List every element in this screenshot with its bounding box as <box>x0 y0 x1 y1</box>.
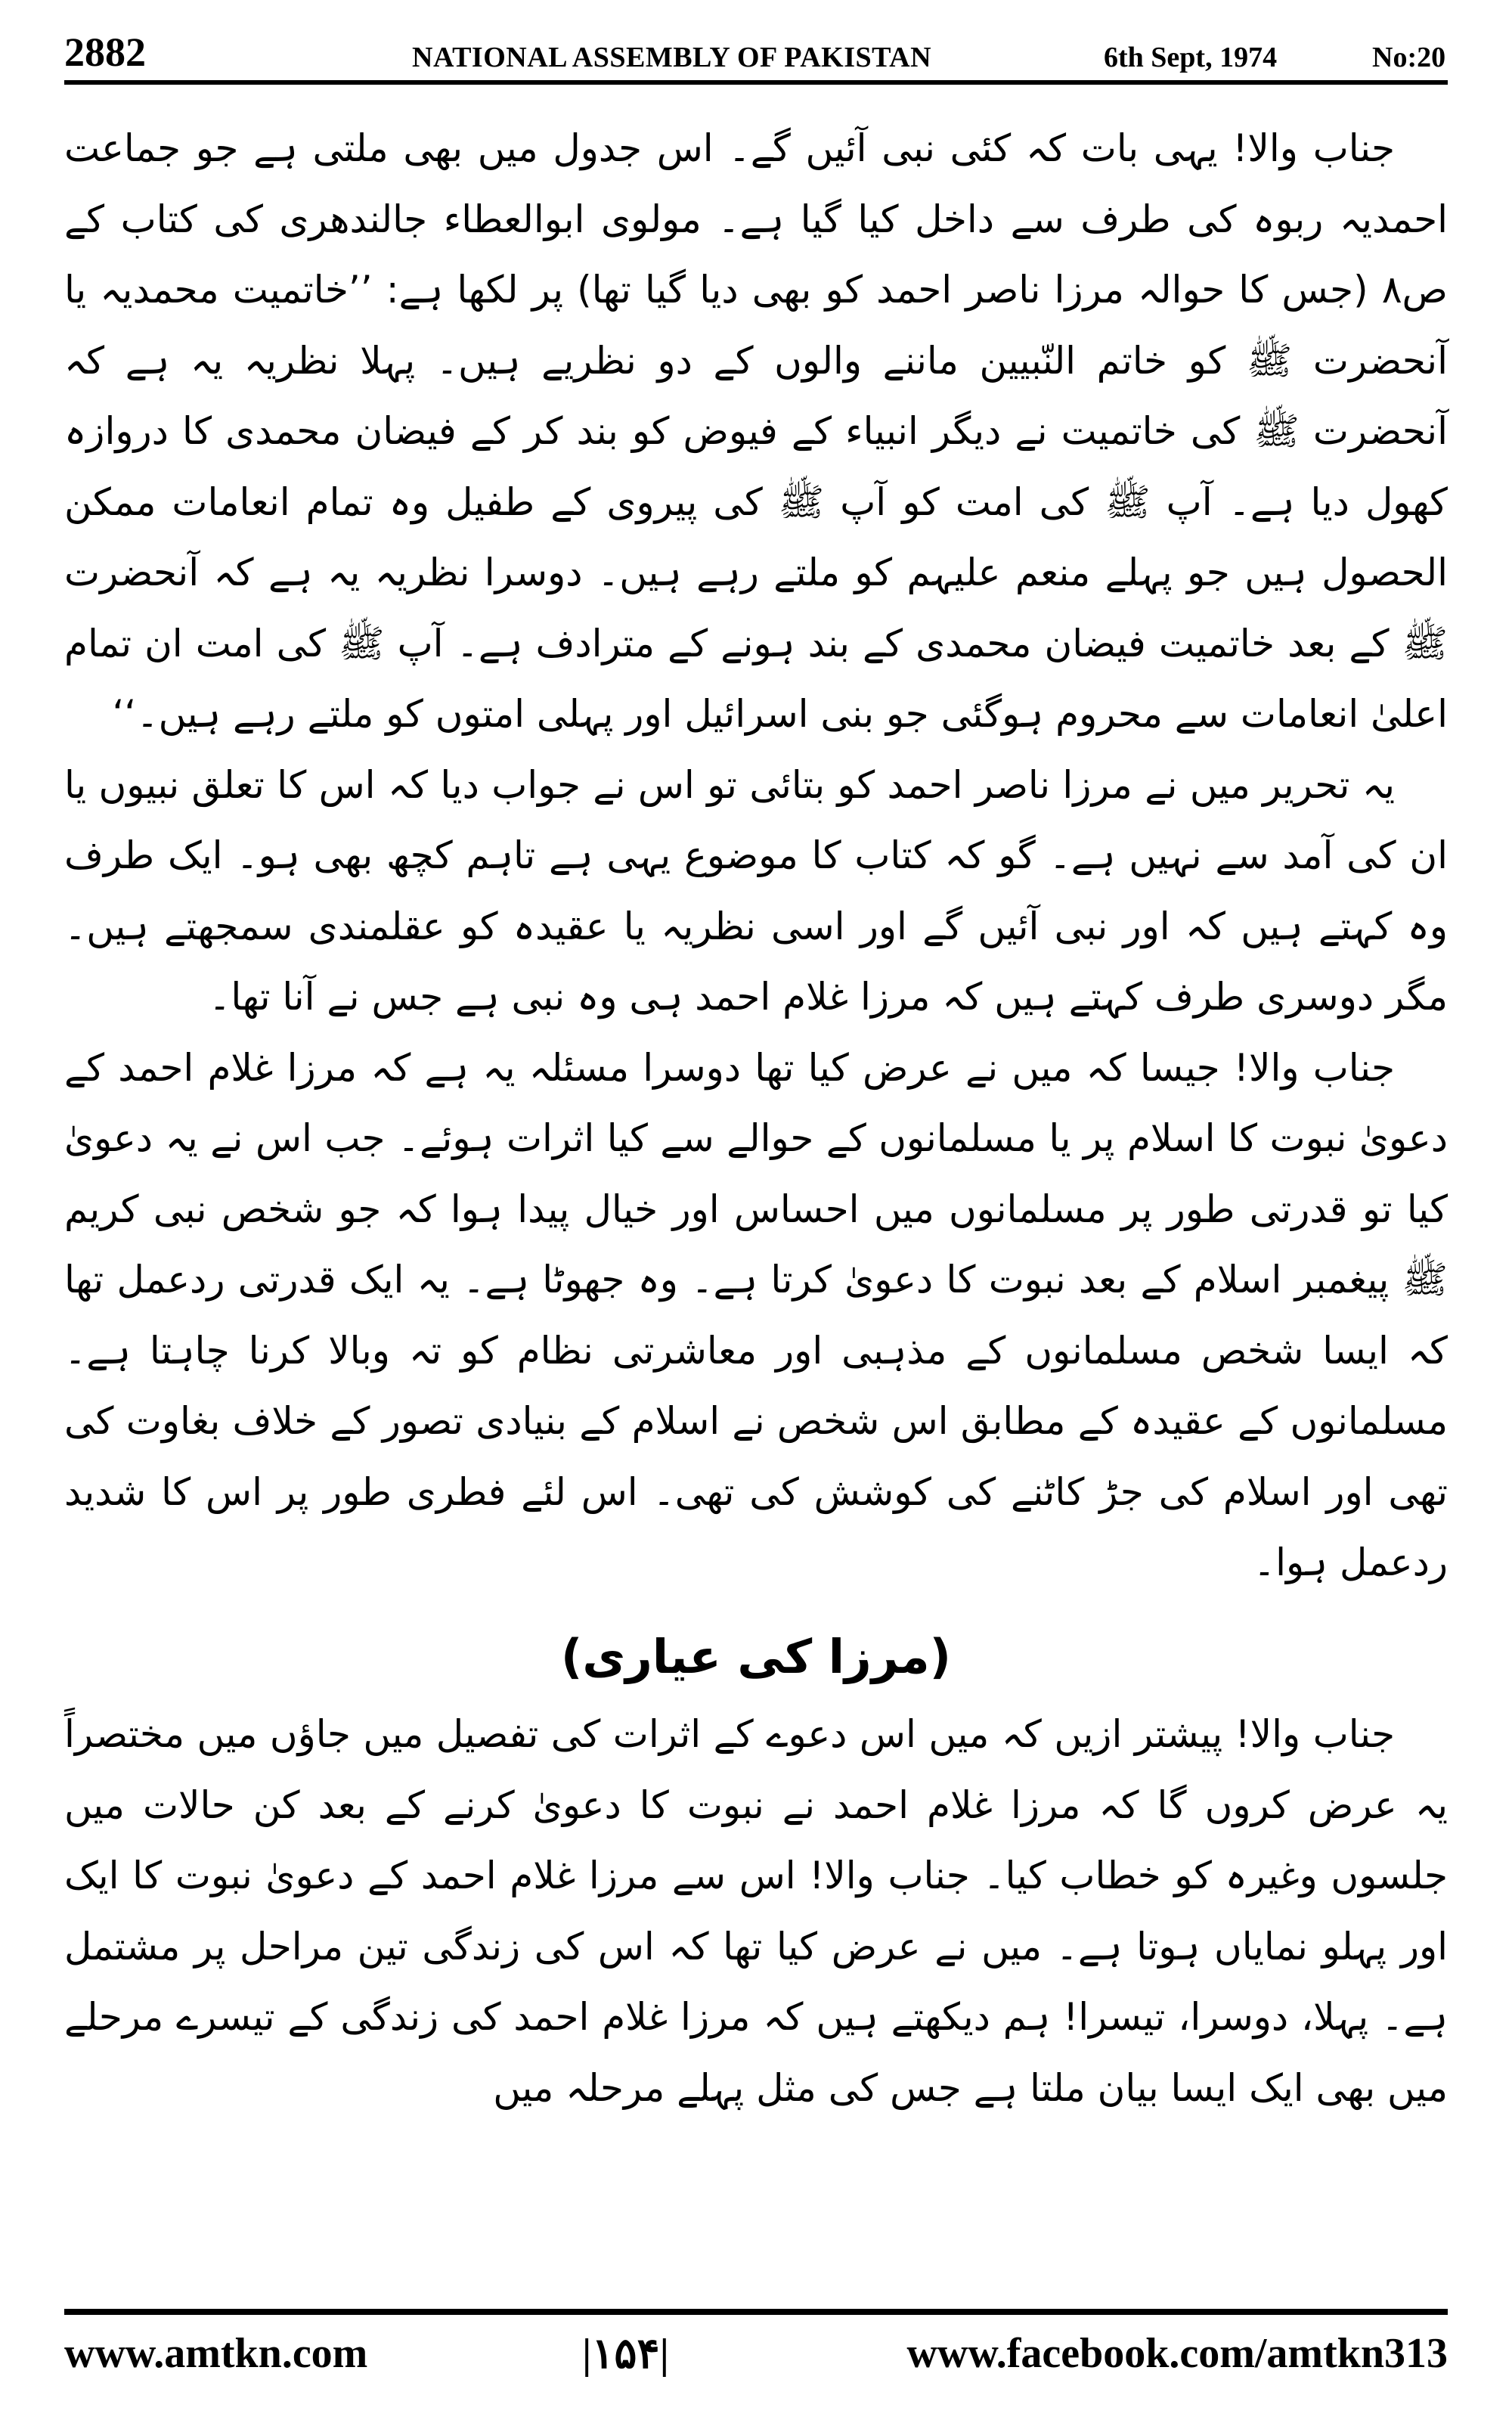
session-date: 6th Sept, 1974 <box>1104 42 1278 73</box>
paragraph: جناب والا! جیسا کہ میں نے عرض کیا تھا دوسرا مسئلہ یہ ہے کہ مرزا غلام احمد کے دعویٰ نبوت کا اسلام پر یا مسلمانوں کے حوالے سے کیا اثرات ہوئے۔ جب اس نے یہ دعویٰ کیا تو قدرتی طور پر مسلمانوں میں احساس اور خیال پیدا ہوا کہ جو شخص نبی کریم ﷺ پیغمبر اسلام کے بعد نبوت کا دعویٰ کرتا ہے۔ وہ جھوٹا ہے۔ یہ ایک قدرتی ردعمل تھا کہ ایسا شخص مسلمانوں کے مذہبی اور معاشرتی نظام کو تہ وبالا کرنا چاہتا ہے۔ مسلمانوں کے عقیدہ کے مطابق اس شخص نے اسلام کے بنیادی تصور کے خلاف بغاوت کی تھی اور اسلام کی جڑ کاٹنے کی کوشش کی تھی۔ اس لئے فطری طور پر اس کا شدید ردعمل ہوا۔ <box>64 1045 1448 1584</box>
website-link[interactable]: www.amtkn.com <box>64 2330 368 2377</box>
footer-divider <box>64 2309 1448 2315</box>
session-number: No:20 <box>1372 42 1446 73</box>
footer-page-marker: |۱۵۴| <box>582 2331 669 2378</box>
document-body <box>64 113 1448 2124</box>
page-number: 2882 <box>64 29 146 75</box>
paragraph: جناب والا! یہی بات کہ کئی نبی آئیں گے۔ اس جدول میں بھی ملتی ہے جو جماعت احمدیہ ربوہ کی طرف سے داخل کیا گیا ہے۔ مولوی ابوالعطاء جالندھری کی کتاب کے ص۸ (جس کا حوالہ مرزا ناصر احمد کو بھی دیا گیا تھا) پر لکھا ہے: ’’خاتمیت محمدیہ یا آنحضرت ﷺ کو خاتم النّبیین ماننے والوں کے دو نظریے ہیں۔ پہلا نظریہ یہ ہے کہ آنحضرت ﷺ کی خاتمیت نے دیگر انبیاء کے فیوض کو بند کر کے فیضان محمدی کا دروازہ کھول دیا ہے۔ آپ ﷺ کی امت کو آپ ﷺ کی پیروی کے طفیل وہ تمام انعامات ممکن الحصول ہیں جو پہلے منعم علیہم کو ملتے رہے ہیں۔ دوسرا نظریہ یہ ہے کہ آنحضرت ﷺ کے بعد خاتمیت فیضان محمدی کے بند ہونے کے مترادف ہے۔ آپ ﷺ کی امت ان تمام اعلیٰ انعامات سے محروم ہوگئی جو بنی اسرائیل اور پہلی امتوں کو ملتے رہے ہیں۔‘‘ <box>64 126 1448 736</box>
paragraph: یہ تحریر میں نے مرزا ناصر احمد کو بتائی تو اس نے جواب دیا کہ اس کا تعلق نبیوں یا ان کی آمد سے نہیں ہے۔ گو کہ کتاب کا موضوع یہی ہے تاہم کچھ بھی ہو۔ ایک طرف وہ کہتے ہیں کہ اور نبی آئیں گے اور اسی نظریہ یا عقیدہ کو عقلمندی سمجھتے ہیں۔ مگر دوسری طرف کہتے ہیں کہ مرزا غلام احمد ہی وہ نبی ہے جس نے آنا تھا۔ <box>64 762 1448 1019</box>
section-heading: (مرزا کی عیاری) <box>561 1628 951 1684</box>
facebook-link[interactable]: www.facebook.com/amtkn313 <box>906 2330 1448 2377</box>
page-footer <box>64 2329 1448 2397</box>
header-divider <box>64 80 1448 85</box>
paragraph: جناب والا! پیشتر ازیں کہ میں اس دعوے کے اثرات کی تفصیل میں جاؤں میں مختصراً یہ عرض کروں گا کہ مرزا غلام احمد نے نبوت کا دعویٰ کرنے کے بعد کن حالات میں جلسوں وغیرہ کو خطاب کیا۔ جناب والا! اس سے مرزا غلام احمد کے دعویٰ نبوت کا ایک اور پہلو نمایاں ہوتا ہے۔ میں نے عرض کیا تھا کہ اس کی زندگی تین مراحل پر مشتمل ہے۔ پہلا، دوسرا، تیسرا! ہم دیکھتے ہیں کہ مرزا غلام احمد کی زندگی کے تیسرے مرحلے میں بھی ایک ایسا بیان ملتا ہے جس کی مثل پہلے مرحلہ میں <box>64 1712 1448 2110</box>
assembly-name: NATIONAL ASSEMBLY OF PAKISTAN <box>412 42 932 73</box>
